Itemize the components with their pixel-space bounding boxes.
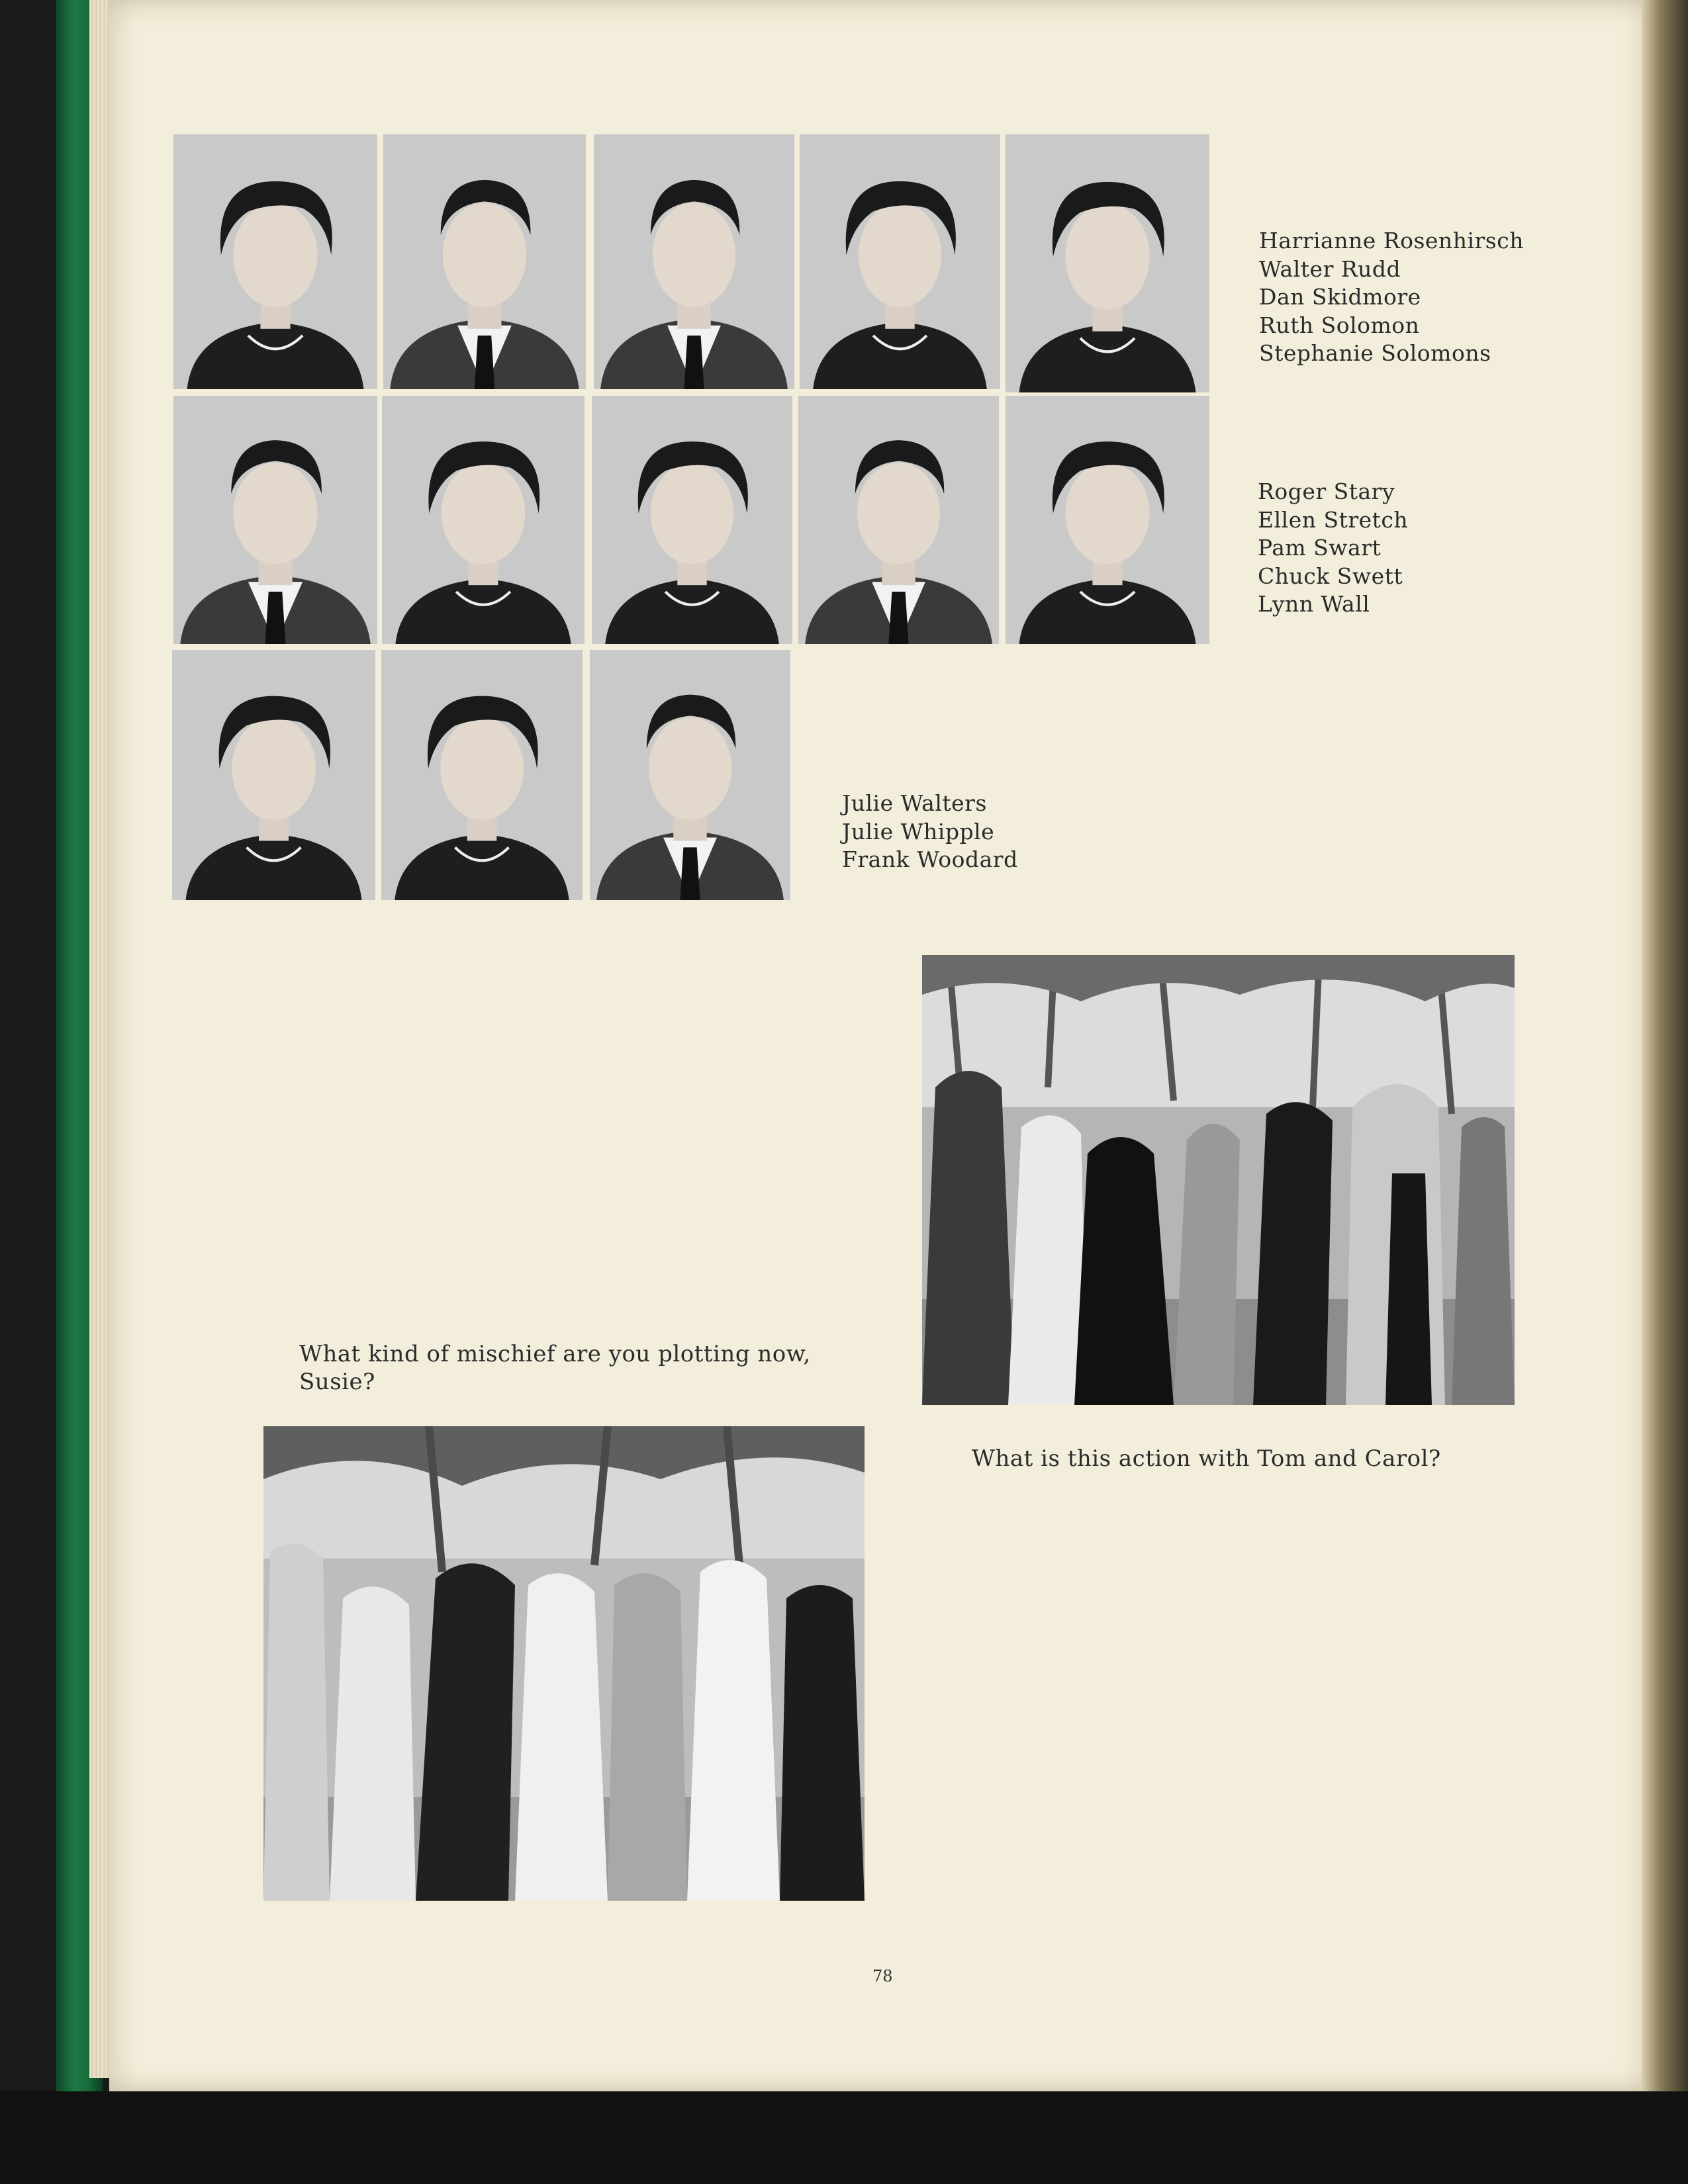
portrait-image [798,396,999,644]
portrait-image [1006,134,1209,392]
portrait-photo [590,650,790,900]
portrait-image [800,134,1000,389]
name-list [1258,478,1408,619]
student-name: Harrianne Rosenhirsch [1259,228,1524,253]
portrait-photo [173,134,377,389]
student-name: Frank Woodard [842,846,1018,872]
portrait-image [594,134,794,389]
student-name: Stephanie Solomons [1259,340,1491,366]
student-name: Chuck Swett [1258,563,1403,589]
student-name: Julie Whipple [842,818,995,844]
page-gutter [1642,0,1688,2098]
candid-photo-susie [263,1426,865,1901]
portrait-image [590,650,790,900]
candid-caption-left [299,1340,811,1396]
portrait-photo [381,650,583,900]
portrait-photo [594,134,794,389]
caption-line: What kind of mischief are you plotting now, [299,1341,811,1367]
portrait-image [173,134,377,389]
name-list [1259,227,1524,368]
portrait-image [383,134,586,389]
student-name: Roger Stary [1258,478,1395,504]
student-name: Pam Swart [1258,535,1382,561]
portrait-photo [383,134,586,389]
portrait-image [381,650,583,900]
portrait-photo [798,396,999,644]
portrait-photo [1006,396,1209,644]
student-name: Walter Rudd [1259,255,1401,282]
student-name: Dan Skidmore [1259,284,1421,310]
student-name: Ruth Solomon [1259,312,1420,338]
name-list [842,790,1018,874]
portrait-photo [382,396,585,644]
candid-caption-right [972,1445,1441,1473]
portrait-photo [173,396,377,644]
student-name: Lynn Wall [1258,591,1370,617]
portrait-photo [800,134,1000,389]
portrait-image [173,396,377,644]
student-name: Julie Walters [842,790,987,816]
portrait-photo [592,396,792,644]
portrait-image [1006,396,1209,644]
student-name: Ellen Stretch [1258,506,1409,533]
portrait-image [382,396,585,644]
scan-border [0,2091,1688,2184]
page-number: 78 [872,1967,893,1985]
caption-line: Susie? [299,1369,375,1395]
portrait-photo [172,650,375,900]
portrait-photo [1006,134,1209,392]
candid-image [263,1426,865,1901]
caption-line: What is this action with Tom and Carol? [972,1445,1441,1472]
portrait-image [172,650,375,900]
portrait-image [592,396,792,644]
candid-photo-tom-carol [922,955,1515,1405]
candid-image [922,955,1515,1405]
